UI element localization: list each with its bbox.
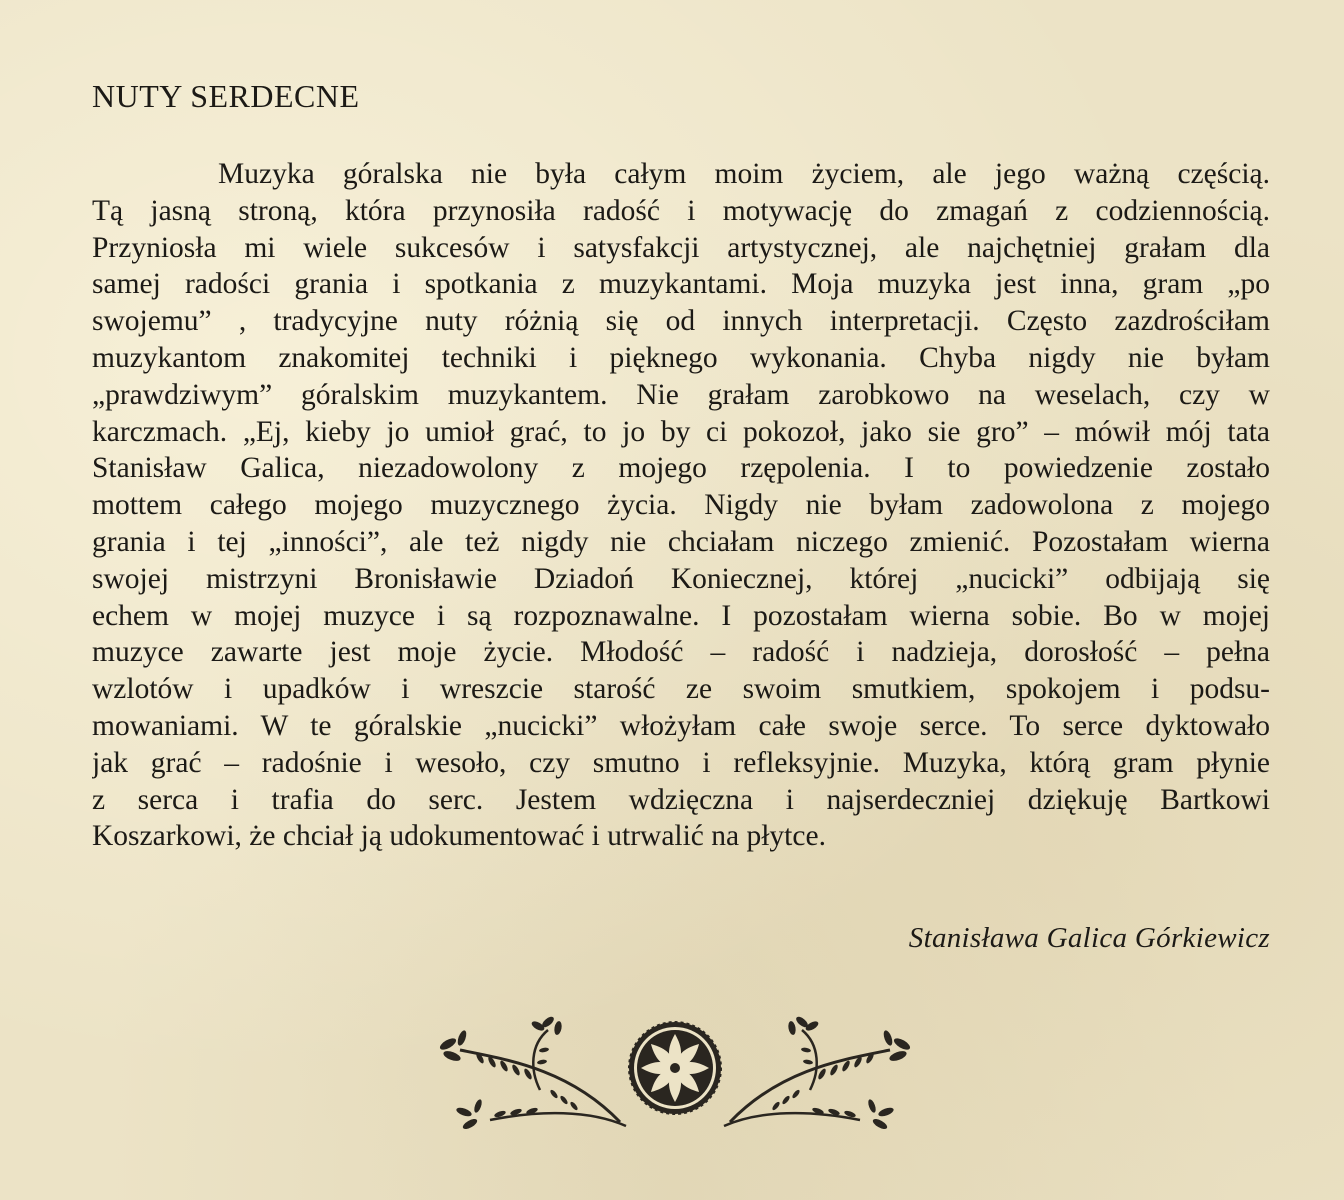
body-paragraph	[92, 156, 1270, 855]
paragraph-line: „prawdziwym” góralskim muzykantem. Nie grałam zarobkowo na weselach, czy w	[92, 378, 1270, 411]
page-title: NUTY SERDECNE	[92, 78, 360, 114]
floral-branch-left-icon	[438, 1015, 626, 1131]
paragraph-line: muzyce zawarte jest moje życie. Młodość – radość i nadzieja, dorosłość – pełna	[92, 636, 1270, 669]
paragraph-line: Muzyka góralska nie była całym moim życiem, ale jego ważną częścią.	[218, 158, 1270, 190]
paragraph-line: Koszarkowi, że chciał ją udokumentować i utrwalić na płytce.	[92, 820, 826, 853]
author-signature: Stanisława Galica Górkiewicz	[908, 922, 1270, 954]
paragraph-line: karczmach. „Ej, kieby jo umioł grać, to jo by ci pokozoł, jako sie gro” – mówił mój tata	[92, 415, 1270, 448]
goralski-rosette-icon	[629, 1022, 721, 1114]
paragraph-line: muzykantom znakomitej techniki i pięknego wykonania. Chyba nigdy nie byłam	[92, 341, 1270, 374]
paragraph-line: swojej mistrzyni Bronisławie Dziadoń Koniecznej, której „nucicki” odbijają się	[92, 562, 1270, 595]
paragraph-line: z serca i trafia do serc. Jestem wdzięczna i najserdeczniej dziękuję Bartkowi	[92, 783, 1270, 816]
paragraph-line: Przyniosła mi wiele sukcesów i satysfakcji artystycznej, ale najchętniej grałam dla	[92, 231, 1270, 264]
floral-branch-right-icon	[724, 1015, 912, 1131]
paragraph-line: swojemu” , tradycyjne nuty różnią się od innych interpretacji. Często zazdrościłam	[92, 305, 1270, 338]
paragraph-line: jak grać – radośnie i wesoło, czy smutno i refleksyjnie. Muzyka, którą gram płynie	[92, 746, 1270, 779]
paragraph-line: echem w mojej muzyce i są rozpoznawalne. I pozostałam wierna sobie. Bo w mojej	[92, 599, 1270, 632]
paragraph-line: samej radości grania i spotkania z muzykantami. Moja muzyka jest inna, gram „po	[92, 268, 1270, 301]
paragraph-line: mowaniami. W te góralskie „nucicki” włożyłam całe swoje serce. To serce dyktowało	[92, 709, 1270, 742]
paragraph-line: grania i tej „inności”, ale też nigdy nie chciałam niczego zmienić. Pozostałam wierna	[92, 525, 1270, 558]
paragraph-line: Tą jasną stroną, która przynosiła radość i motywację do zmagań z codziennością.	[92, 194, 1270, 227]
paragraph-line: wzlotów i upadków i wreszcie starość ze swoim smutkiem, spokojem i podsu-	[92, 673, 1270, 706]
paragraph-line: Stanisław Galica, niezadowolony z mojego rzępolenia. I to powiedzenie zostało	[92, 452, 1270, 485]
folk-ornament	[430, 1010, 920, 1138]
paragraph-line: mottem całego mojego muzycznego życia. Nigdy nie byłam zadowolona z mojego	[92, 489, 1270, 522]
